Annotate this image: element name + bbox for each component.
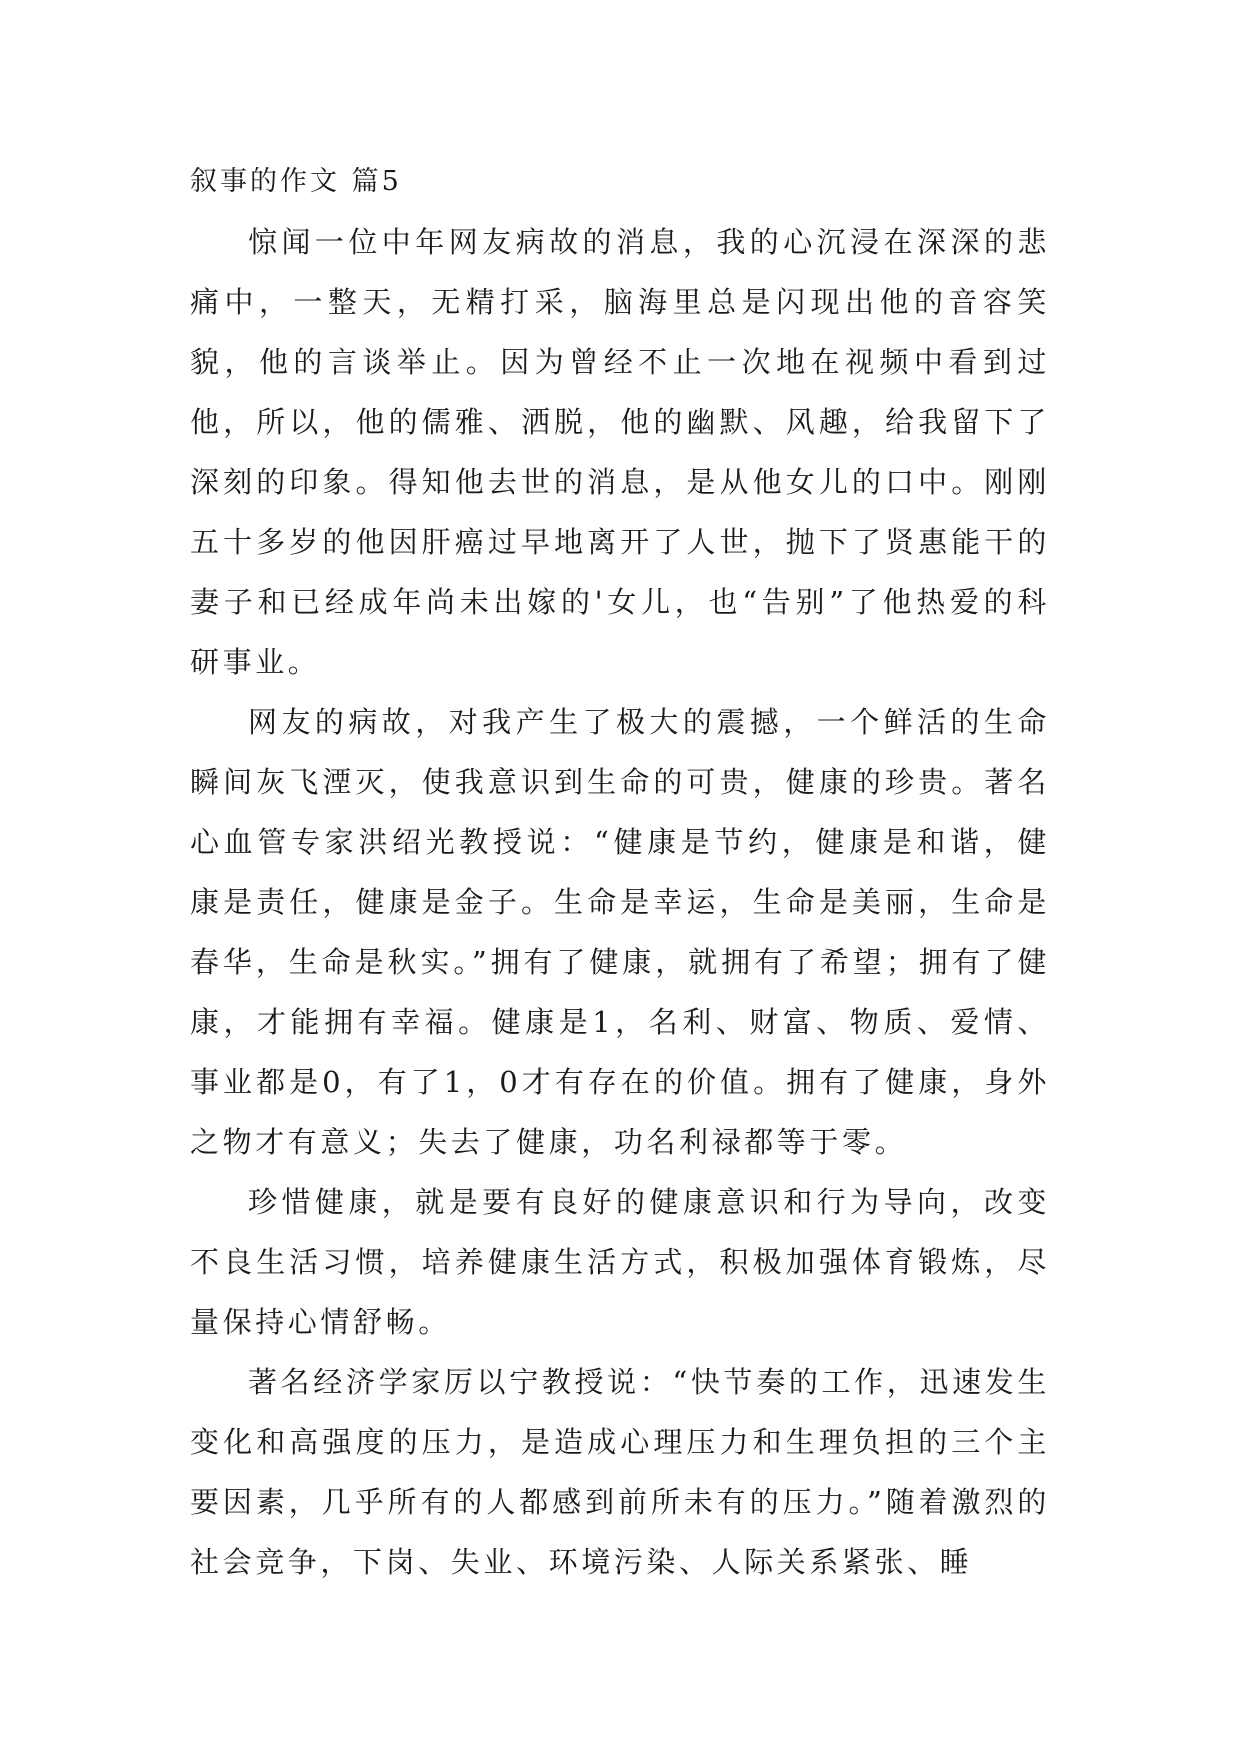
paragraph: 惊闻一位中年网友病故的消息，我的心沉浸在深深的悲痛中，一整天，无精打采，脑海里总是闪现出他的音容笑貌，他的言谈举止。因为曾经不止一次地在视频中看到过他，所以，他的儒雅、洒脱，他的幽默、风趣，给我留下了深刻的印象。得知他去世的消息，是从他女儿的口中。刚刚五十多岁的他因肝癌过早地离开了人世，抛下了贤惠能干的妻子和已经成年尚未出嫁的'女儿，也“告别”了他热爱的科研事业。 [190, 225, 1050, 679]
document-body [190, 152, 1050, 1592]
paragraph: 网友的病故，对我产生了极大的震撼，一个鲜活的生命瞬间灰飞湮灭，使我意识到生命的可贵，健康的珍贵。著名心血管专家洪绍光教授说：“健康是节约，健康是和谐，健康是责任，健康是金子。生命是幸运，生命是美丽，生命是春华，生命是秋实。”拥有了健康，就拥有了希望；拥有了健康，才能拥有幸福。健康是1，名利、财富、物质、爱情、事业都是0，有了1，0才有存在的价值。拥有了健康，身外之物才有意义；失去了健康，功名利禄都等于零。 [190, 705, 1050, 1159]
paragraph: 珍惜健康，就是要有良好的健康意识和行为导向，改变不良生活习惯，培养健康生活方式，积极加强体育锻炼，尽量保持心情舒畅。 [190, 1185, 1050, 1339]
document-title: 叙事的作文 篇5 [190, 166, 402, 197]
paragraph: 著名经济学家厉以宁教授说：“快节奏的工作，迅速发生变化和高强度的压力，是造成心理压力和生理负担的三个主要因素，几乎所有的人都感到前所未有的压力。”随着激烈的社会竞争，下岗、失业、环境污染、人际关系紧张、睡 [190, 1365, 1050, 1579]
